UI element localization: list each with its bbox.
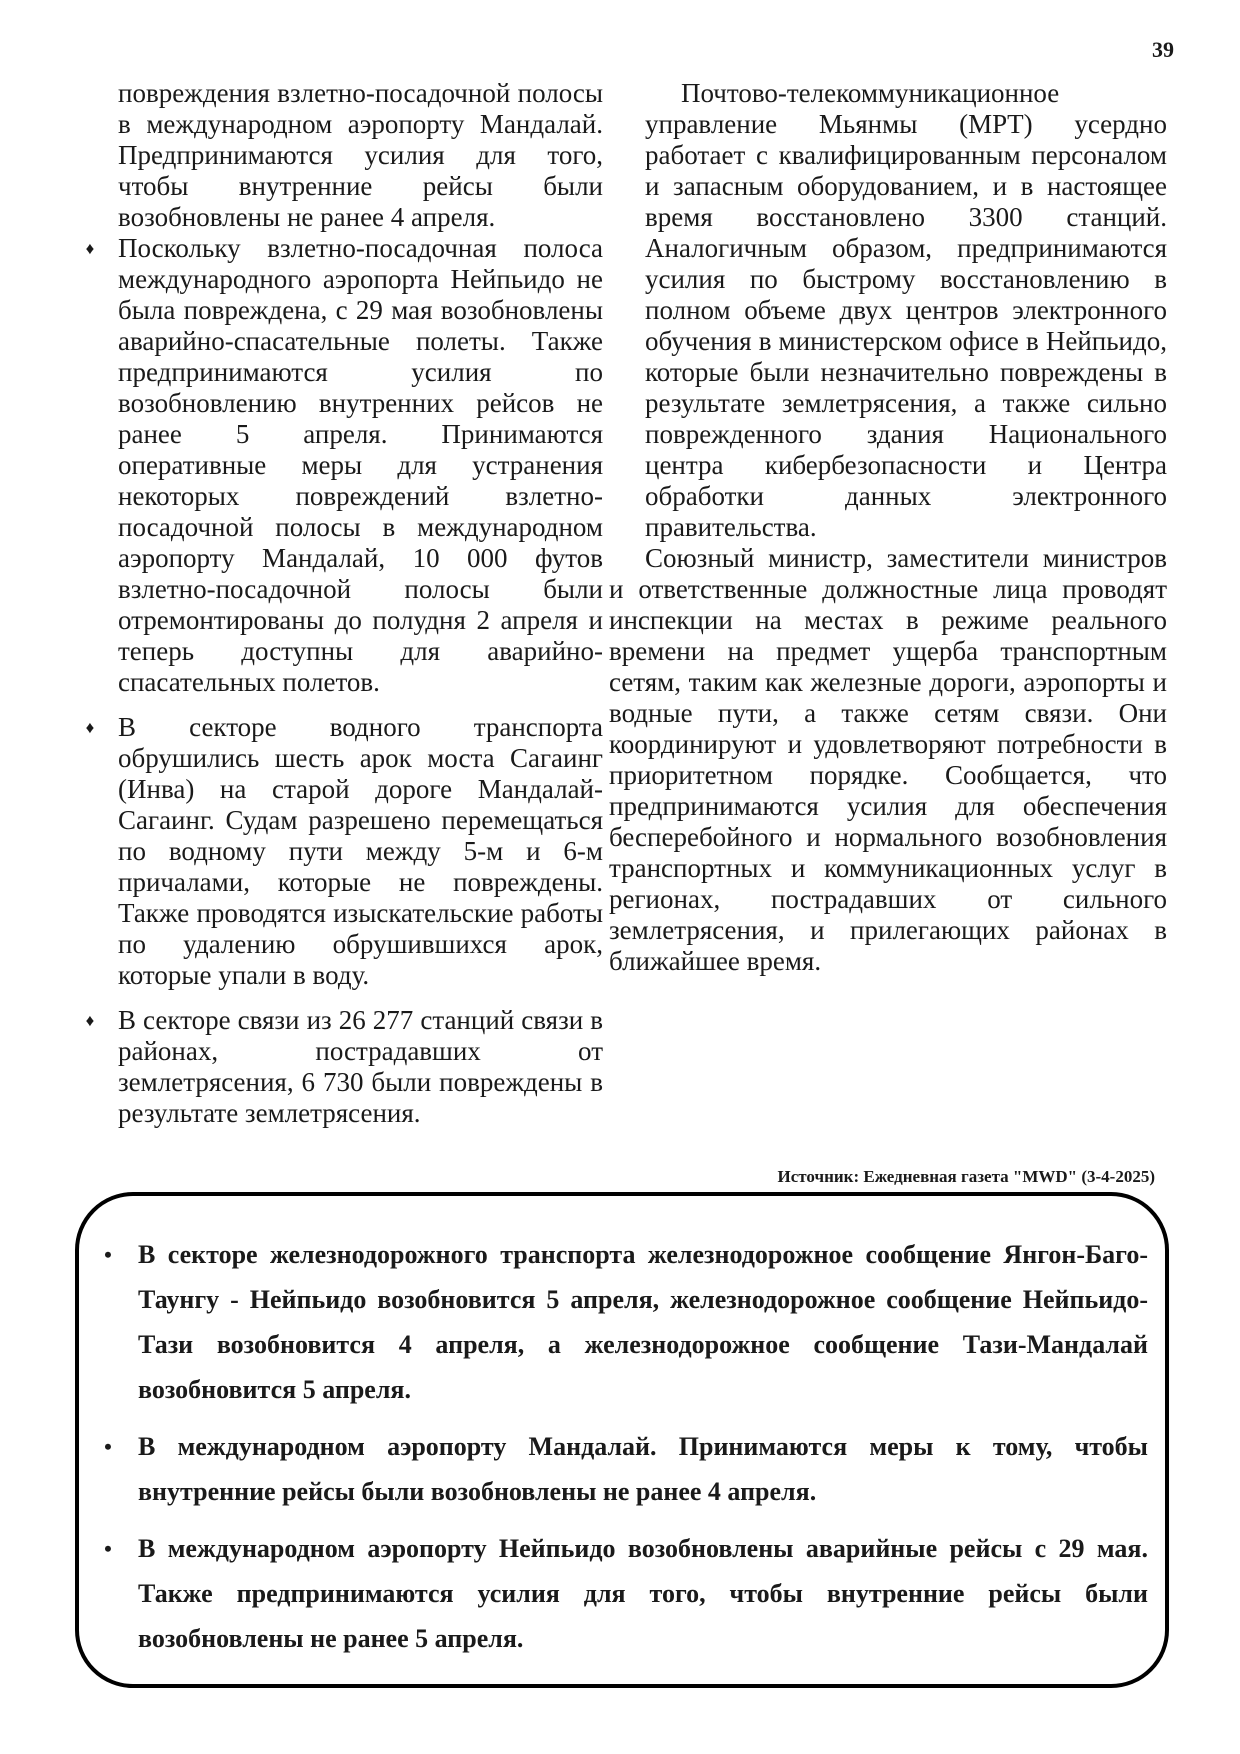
right-paragraph-ministers: Союзный министр, заместители министров и ответственные должностные лица проводят инспекции на местах в режиме реального времени на предмет ущерба транспортным сетям, таким как железные дороги, аэропорты и водные пути, а также сетям связи. Они координируют и удовлетворяют потребности в приоритетном порядке. Сообщается, что предпринимаются усилия для обеспечения бесперебойного и нормального возобновления транспортных и коммуникационных услуг в регионах, пострадавших от сильного землетрясения, и прилегающих районах в ближайшее время. xyxy=(609,543,1167,976)
diamond-bullet-icon: ♦ xyxy=(85,1011,95,1030)
list-item xyxy=(104,1232,1148,1412)
summary-text-naypyidaw-airport: В международном аэропорту Нейпьидо возобновлены аварийные рейсы с 29 мая. Также предпринимаются усилия для того, чтобы внутренние рейсы были возобновлены не ранее 5 апреля. xyxy=(138,1534,1148,1653)
continuation-paragraph: повреждения взлетно-посадочной полосы в международном аэропорту Мандалай. Предпринимаются усилия для того, чтобы внутренние рейсы были возобновлены не ранее 4 апреля. xyxy=(118,78,603,232)
diamond-bullet-icon: ♦ xyxy=(85,239,95,258)
bullet-icon: • xyxy=(104,1242,112,1267)
list-item xyxy=(85,712,603,991)
bullet-text-water-transport: В секторе водного транспорта обрушились шесть арок моста Сагаинг (Инва) на старой дороге Мандалай-Сагаинг. Судам разрешено перемещаться по водному пути между 5-м и 6-м причалами, которые не повреждены. Также проводятся изыскательские работы по удалению обрушившихся арок, которые упали в воду. xyxy=(118,712,603,990)
right-column xyxy=(609,78,1167,977)
summary-text-railway: В секторе железнодорожного транспорта железнодорожное сообщение Янгон-Баго-Таунгу - Нейпьидо возобновится 5 апреля, железнодорожное сообщение Нейпьидо-Тази возобновится 4 апреля, а железнодорожное сообщение Тази-Мандалай возобновится 5 апреля. xyxy=(138,1240,1148,1404)
bullet-text-communications: В секторе связи из 26 277 станций связи в районах, пострадавших от землетрясения, 6 730 были повреждены в результате землетрясения. xyxy=(118,1005,603,1128)
page-number: 39 xyxy=(1152,37,1174,62)
bullet-icon: • xyxy=(104,1536,112,1561)
list-item xyxy=(104,1424,1148,1514)
bullet-text-airport-naypyidaw: Поскольку взлетно-посадочная полоса международного аэропорта Нейпьидо не была повреждена, с 29 мая возобновлены аварийно-спасательные полеты. Также предпринимаются усилия по возобновлению внутренних рейсов не ранее 5 апреля. Принимаются оперативные меры для устранения некоторых повреждений взлетно-посадочной полосы в международном аэропорту Мандалай, 10 000 футов взлетно-посадочной полосы были отремонтированы до полудня 2 апреля и теперь доступны для аварийно-спасательных полетов. xyxy=(118,233,603,697)
summary-text-mandalay-airport: В международном аэропорту Мандалай. Принимаются меры к тому, чтобы внутренние рейсы были возобновлены не ранее 4 апреля. xyxy=(138,1432,1148,1506)
bullet-icon: • xyxy=(104,1434,112,1459)
list-item xyxy=(85,1005,603,1129)
summary-list xyxy=(104,1232,1148,1673)
right-paragraph-mpt: Почтово-телекоммуникационное управление Мьянмы (MPT) усердно работает с квалифицированным персоналом и запасным оборудованием, и в настоящее время восстановлено 3300 станций. Аналогичным образом, предпринимаются усилия по быстрому восстановлению в полном объеме двух центров электронного обучения в министерском офисе в Нейпьидо, которые были незначительно повреждены в результате землетрясения, а также сильно поврежденного здания Национального центра кибербезопасности и Центра обработки данных электронного правительства. xyxy=(645,78,1167,542)
list-item xyxy=(104,1526,1148,1661)
left-column xyxy=(85,78,603,1143)
source-citation: Источник: Ежедневная газета "MWD" (3-4-2025) xyxy=(777,1167,1155,1186)
list-item xyxy=(85,233,603,698)
diamond-bullet-icon: ♦ xyxy=(85,718,95,737)
